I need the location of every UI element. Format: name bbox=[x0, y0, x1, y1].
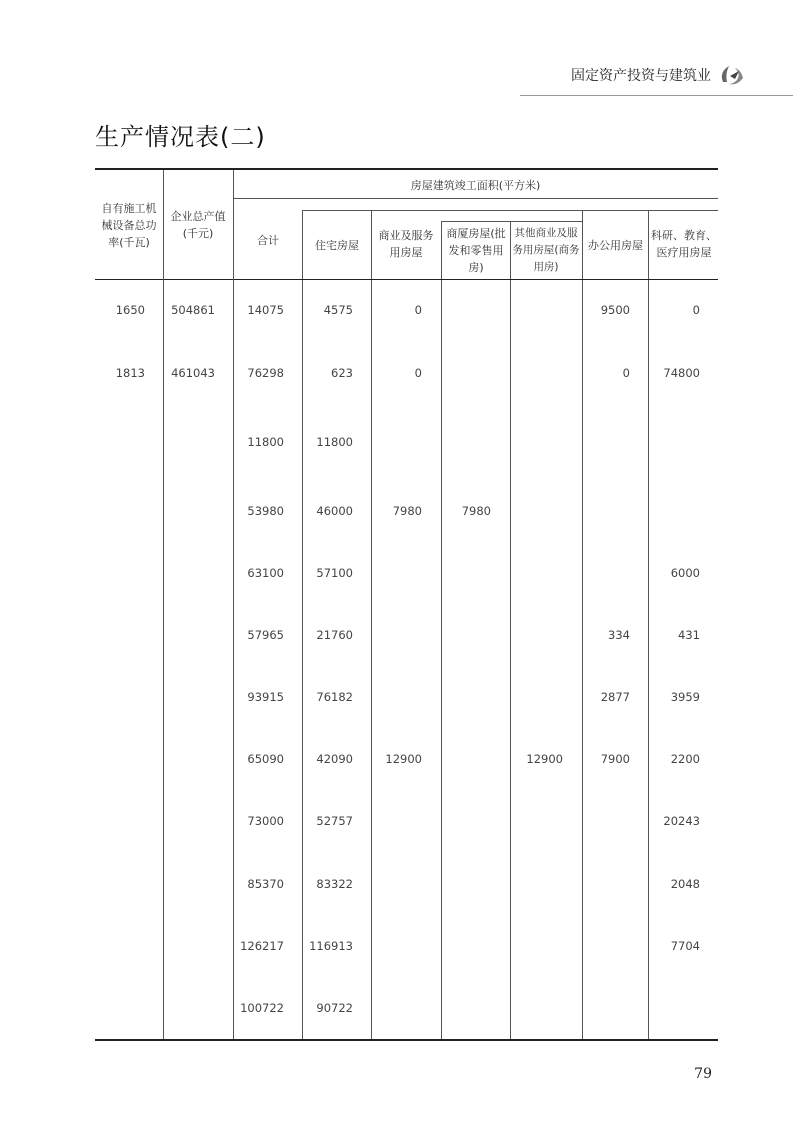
cell-power bbox=[85, 876, 145, 892]
cell-science: 3959 bbox=[670, 690, 700, 704]
table-header-rule bbox=[95, 279, 718, 280]
cell-science: 7704 bbox=[670, 939, 700, 953]
cell-science bbox=[640, 503, 700, 519]
cell-total: 126217 bbox=[240, 939, 284, 953]
section-logo-icon bbox=[717, 62, 747, 88]
cell-power: 1650 bbox=[115, 303, 145, 317]
cell-mall bbox=[431, 365, 491, 381]
cell-residential: 83322 bbox=[316, 877, 353, 891]
cell-other-commercial bbox=[503, 503, 563, 519]
cell-office bbox=[570, 1000, 630, 1016]
cell-residential: 623 bbox=[331, 366, 353, 380]
header-office: 办公用房屋 bbox=[588, 238, 643, 252]
header-total: 合计 bbox=[257, 233, 279, 247]
cell-total: 63100 bbox=[247, 566, 284, 580]
cell-mall bbox=[431, 627, 491, 643]
cell-other-commercial bbox=[503, 365, 563, 381]
cell-output bbox=[155, 938, 215, 954]
cell-office bbox=[570, 503, 630, 519]
column-divider-4 bbox=[371, 280, 372, 1039]
cell-output: 461043 bbox=[171, 366, 215, 380]
cell-residential: 42090 bbox=[316, 752, 353, 766]
cell-total: 100722 bbox=[240, 1001, 284, 1015]
header-divider-4 bbox=[510, 221, 511, 279]
cell-power bbox=[85, 751, 145, 767]
cell-total: 53980 bbox=[247, 504, 284, 518]
column-divider-1 bbox=[163, 170, 164, 1039]
cell-other-commercial bbox=[503, 565, 563, 581]
header-divider-6 bbox=[648, 210, 649, 279]
cell-power: 1813 bbox=[115, 366, 145, 380]
cell-total: 11800 bbox=[247, 435, 284, 449]
header-divider-3 bbox=[441, 221, 442, 279]
section-header: 固定资产投资与建筑业 bbox=[571, 68, 711, 84]
header-divider-2 bbox=[371, 210, 372, 279]
column-divider-7 bbox=[582, 280, 583, 1039]
header-science: 科研、教育、医疗用房屋 bbox=[651, 229, 717, 259]
cell-science bbox=[640, 1000, 700, 1016]
cell-power bbox=[85, 689, 145, 705]
cell-total: 73000 bbox=[247, 814, 284, 828]
cell-commercial: 12900 bbox=[385, 752, 422, 766]
cell-residential: 4575 bbox=[323, 303, 353, 317]
cell-output bbox=[155, 751, 215, 767]
cell-other-commercial bbox=[503, 434, 563, 450]
cell-office bbox=[570, 565, 630, 581]
cell-commercial bbox=[362, 689, 422, 705]
header-completed-area: 房屋建筑竣工面积(平方米) bbox=[410, 178, 541, 192]
cell-science: 2200 bbox=[670, 752, 700, 766]
cell-commercial bbox=[362, 1000, 422, 1016]
cell-mall bbox=[431, 689, 491, 705]
cell-power bbox=[85, 434, 145, 450]
cell-mall bbox=[431, 1000, 491, 1016]
cell-power bbox=[85, 1000, 145, 1016]
cell-output bbox=[155, 689, 215, 705]
cell-office: 0 bbox=[622, 366, 630, 380]
subgroup-header-rule bbox=[302, 210, 718, 211]
cell-total: 76298 bbox=[247, 366, 284, 380]
cell-output bbox=[155, 627, 215, 643]
table-bottom-rule bbox=[95, 1039, 718, 1041]
cell-mall bbox=[431, 876, 491, 892]
cell-other-commercial bbox=[503, 813, 563, 829]
column-divider-3 bbox=[302, 280, 303, 1039]
cell-total: 57965 bbox=[247, 628, 284, 642]
cell-office bbox=[570, 938, 630, 954]
cell-output bbox=[155, 503, 215, 519]
cell-other-commercial bbox=[503, 302, 563, 318]
cell-commercial: 0 bbox=[414, 303, 422, 317]
cell-science: 6000 bbox=[670, 566, 700, 580]
cell-commercial: 7980 bbox=[392, 504, 422, 518]
cell-mall bbox=[431, 434, 491, 450]
column-divider-8 bbox=[648, 280, 649, 1039]
cell-office: 334 bbox=[608, 628, 630, 642]
cell-science: 0 bbox=[692, 303, 700, 317]
cell-residential: 76182 bbox=[316, 690, 353, 704]
page-title: 生产情况表(二) bbox=[95, 123, 266, 151]
column-divider-6 bbox=[510, 280, 511, 1039]
cell-residential: 116913 bbox=[309, 939, 353, 953]
cell-output bbox=[155, 434, 215, 450]
cell-total: 85370 bbox=[247, 877, 284, 891]
header-rule bbox=[520, 95, 793, 96]
cell-science: 74800 bbox=[663, 366, 700, 380]
header-output: 企业总产值(千元) bbox=[170, 210, 226, 240]
cell-other-commercial bbox=[503, 689, 563, 705]
cell-residential: 57100 bbox=[316, 566, 353, 580]
column-divider-2 bbox=[233, 170, 234, 1039]
cell-other-commercial: 12900 bbox=[526, 752, 563, 766]
cell-total: 14075 bbox=[247, 303, 284, 317]
cell-other-commercial bbox=[503, 627, 563, 643]
cell-mall bbox=[431, 565, 491, 581]
cell-other-commercial bbox=[503, 938, 563, 954]
header-power: 自有施工机械设备总功率(千瓦) bbox=[101, 201, 157, 249]
cell-output bbox=[155, 565, 215, 581]
cell-output bbox=[155, 1000, 215, 1016]
cell-office: 9500 bbox=[600, 303, 630, 317]
page-number: 79 bbox=[694, 1066, 712, 1082]
cell-mall bbox=[431, 938, 491, 954]
cell-residential: 46000 bbox=[316, 504, 353, 518]
cell-total: 65090 bbox=[247, 752, 284, 766]
cell-power bbox=[85, 813, 145, 829]
cell-office: 7900 bbox=[600, 752, 630, 766]
cell-science: 20243 bbox=[663, 814, 700, 828]
cell-mall: 7980 bbox=[461, 504, 491, 518]
cell-commercial bbox=[362, 813, 422, 829]
cell-science bbox=[640, 434, 700, 450]
cell-power bbox=[85, 627, 145, 643]
column-divider-5 bbox=[441, 280, 442, 1039]
cell-commercial: 0 bbox=[414, 366, 422, 380]
cell-output: 504861 bbox=[171, 303, 215, 317]
cell-residential: 21760 bbox=[316, 628, 353, 642]
cell-residential: 11800 bbox=[316, 435, 353, 449]
cell-output bbox=[155, 813, 215, 829]
cell-commercial bbox=[362, 434, 422, 450]
group-header-rule bbox=[233, 198, 718, 199]
cell-output bbox=[155, 876, 215, 892]
cell-office bbox=[570, 434, 630, 450]
cell-other-commercial bbox=[503, 1000, 563, 1016]
cell-power bbox=[85, 938, 145, 954]
cell-residential: 90722 bbox=[316, 1001, 353, 1015]
cell-power bbox=[85, 565, 145, 581]
header-commercial: 商业及服务用房屋 bbox=[378, 229, 434, 259]
cell-office bbox=[570, 813, 630, 829]
header-residential: 住宅房屋 bbox=[315, 238, 359, 252]
cell-mall bbox=[431, 813, 491, 829]
header-other-commercial: 其他商业及服务用房屋(商务用房) bbox=[512, 226, 580, 273]
cell-other-commercial bbox=[503, 876, 563, 892]
cell-commercial bbox=[362, 565, 422, 581]
cell-total: 93915 bbox=[247, 690, 284, 704]
header-mall: 商厦房屋(批发和零售用房) bbox=[446, 226, 506, 274]
cell-office bbox=[570, 876, 630, 892]
cell-commercial bbox=[362, 938, 422, 954]
cell-mall bbox=[431, 302, 491, 318]
cell-office: 2877 bbox=[600, 690, 630, 704]
cell-science: 2048 bbox=[670, 877, 700, 891]
cell-power bbox=[85, 503, 145, 519]
cell-commercial bbox=[362, 627, 422, 643]
cell-science: 431 bbox=[678, 628, 700, 642]
table-top-rule bbox=[95, 168, 718, 170]
cell-residential: 52757 bbox=[316, 814, 353, 828]
cell-mall bbox=[431, 751, 491, 767]
cell-commercial bbox=[362, 876, 422, 892]
